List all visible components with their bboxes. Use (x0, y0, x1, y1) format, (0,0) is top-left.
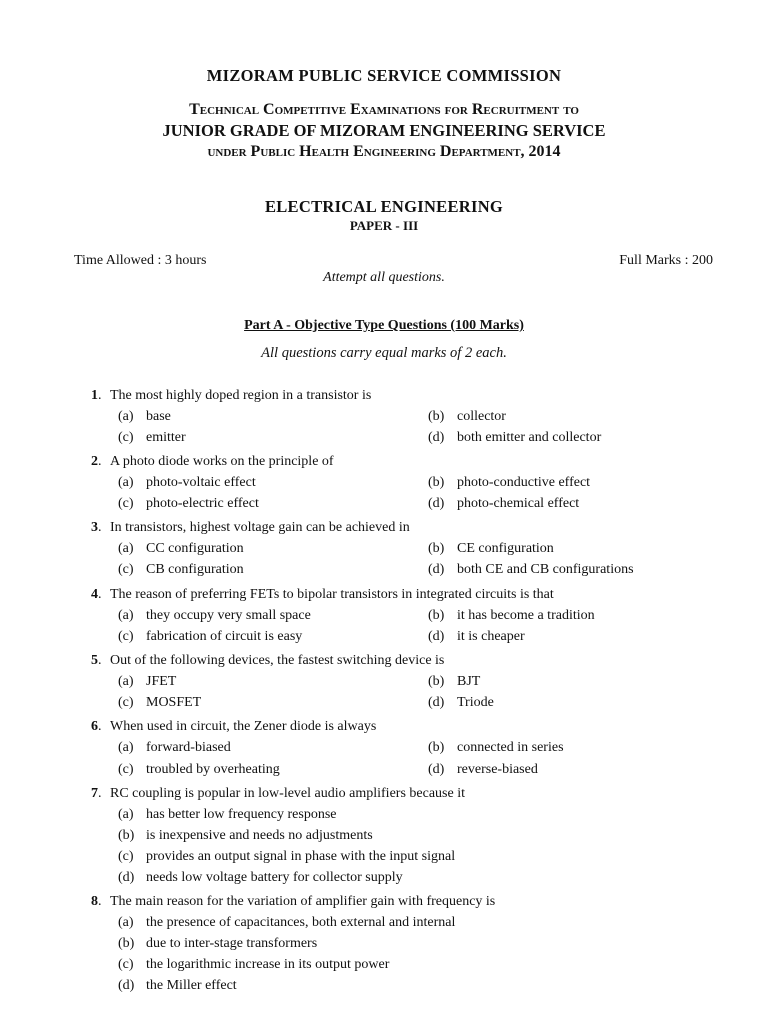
option-label: (b) (428, 541, 445, 556)
option-text: it is cheaper (457, 629, 525, 644)
question-number: 7. (91, 786, 102, 801)
option-text: reverse-biased (457, 762, 538, 777)
option-text: the Miller effect (146, 978, 237, 993)
option-label: (a) (118, 475, 134, 490)
option-text: the presence of capacitances, both external and internal (146, 915, 456, 930)
option-text: photo-conductive effect (457, 475, 591, 490)
question-text: The main reason for the variation of amplifier gain with frequency is (110, 894, 496, 909)
question-number: 8. (91, 894, 102, 909)
option-label: (c) (118, 762, 134, 777)
option-label: (d) (428, 762, 445, 777)
question-number: 5. (91, 653, 102, 668)
option-label: (d) (428, 695, 445, 710)
option-text: both emitter and collector (457, 430, 602, 445)
question-text: Out of the following devices, the fastest switching device is (110, 653, 445, 668)
time-allowed: Time Allowed : 3 hours (74, 253, 207, 268)
option-label: (d) (428, 496, 445, 511)
option-label: (a) (118, 807, 134, 822)
option-label: (b) (428, 608, 445, 623)
option-label: (d) (428, 562, 445, 577)
option-label: (c) (118, 695, 134, 710)
option-text: due to inter-stage transformers (146, 936, 318, 951)
option-text: it has become a tradition (457, 608, 595, 623)
option-text: emitter (146, 430, 186, 445)
option-text: connected in series (457, 740, 564, 755)
question-text: In transistors, highest voltage gain can be achieved in (110, 520, 410, 535)
question-text: When used in circuit, the Zener diode is always (110, 719, 377, 734)
option-label: (b) (428, 409, 445, 424)
option-text: base (146, 409, 171, 424)
option-label: (a) (118, 740, 134, 755)
option-text: BJT (457, 674, 481, 689)
option-text: needs low voltage battery for collector supply (146, 870, 403, 885)
option-text: provides an output signal in phase with the input signal (146, 849, 456, 864)
option-label: (c) (118, 849, 134, 864)
option-label: (a) (118, 608, 134, 623)
option-text: Triode (457, 695, 494, 710)
full-marks: Full Marks : 200 (619, 253, 713, 268)
question-number: 2. (91, 454, 102, 469)
option-text: photo-electric effect (146, 496, 259, 511)
question-number: 6. (91, 719, 102, 734)
question-text: The reason of preferring FETs to bipolar transistors in integrated circuits is that (110, 587, 554, 602)
option-label: (d) (118, 870, 135, 885)
question-text: The most highly doped region in a transistor is (110, 388, 372, 403)
option-text: both CE and CB configurations (457, 562, 634, 577)
option-text: CE configuration (457, 541, 554, 556)
option-text: JFET (146, 674, 177, 689)
option-label: (d) (428, 629, 445, 644)
header-line-1: Technical Competitive Examinations for Recruitment to (189, 101, 579, 118)
option-text: is inexpensive and needs no adjustments (146, 828, 373, 843)
option-label: (a) (118, 409, 134, 424)
option-text: photo-voltaic effect (146, 475, 256, 490)
option-text: forward-biased (146, 740, 231, 755)
option-text: troubled by overheating (146, 762, 280, 777)
option-text: CC configuration (146, 541, 244, 556)
instruction: Attempt all questions. (323, 270, 445, 285)
option-text: photo-chemical effect (457, 496, 580, 511)
option-label: (c) (118, 957, 134, 972)
option-label: (c) (118, 496, 134, 511)
option-text: collector (457, 409, 506, 424)
part-a-heading (0, 318, 768, 334)
option-label: (b) (118, 828, 135, 843)
option-label: (d) (428, 430, 445, 445)
commission-title: MIZORAM PUBLIC SERVICE COMMISSION (206, 66, 562, 85)
option-text: fabrication of circuit is easy (146, 629, 303, 644)
question-text: A photo diode works on the principle of (110, 454, 334, 469)
option-label: (a) (118, 674, 134, 689)
option-text: they occupy very small space (146, 608, 311, 623)
header-line-3: under Public Health Engineering Department, 2014 (207, 143, 561, 160)
option-text: the logarithmic increase in its output power (146, 957, 390, 972)
option-label: (a) (118, 915, 134, 930)
header-line-2: JUNIOR GRADE OF MIZORAM ENGINEERING SERVICE (162, 121, 606, 140)
question-number: 4. (91, 587, 102, 602)
marks-note: All questions carry equal marks of 2 each. (261, 345, 507, 361)
option-label: (b) (428, 740, 445, 755)
part-a-title: Part A - Objective Type Questions (100 Marks) (244, 318, 524, 333)
question-number: 1. (91, 388, 102, 403)
option-label: (b) (428, 674, 445, 689)
option-text: CB configuration (146, 562, 244, 577)
option-label: (d) (118, 978, 135, 993)
paper-number: PAPER - III (349, 218, 419, 233)
option-text: MOSFET (146, 695, 202, 710)
option-label: (c) (118, 430, 134, 445)
option-label: (c) (118, 562, 134, 577)
option-label: (a) (118, 541, 134, 556)
option-label: (b) (428, 475, 445, 490)
question-number: 3. (91, 520, 102, 535)
option-label: (c) (118, 629, 134, 644)
option-label: (b) (118, 936, 135, 951)
subject-title: ELECTRICAL ENGINEERING (264, 197, 504, 216)
question-text: RC coupling is popular in low-level audio amplifiers because it (110, 786, 465, 801)
option-text: has better low frequency response (146, 807, 337, 822)
